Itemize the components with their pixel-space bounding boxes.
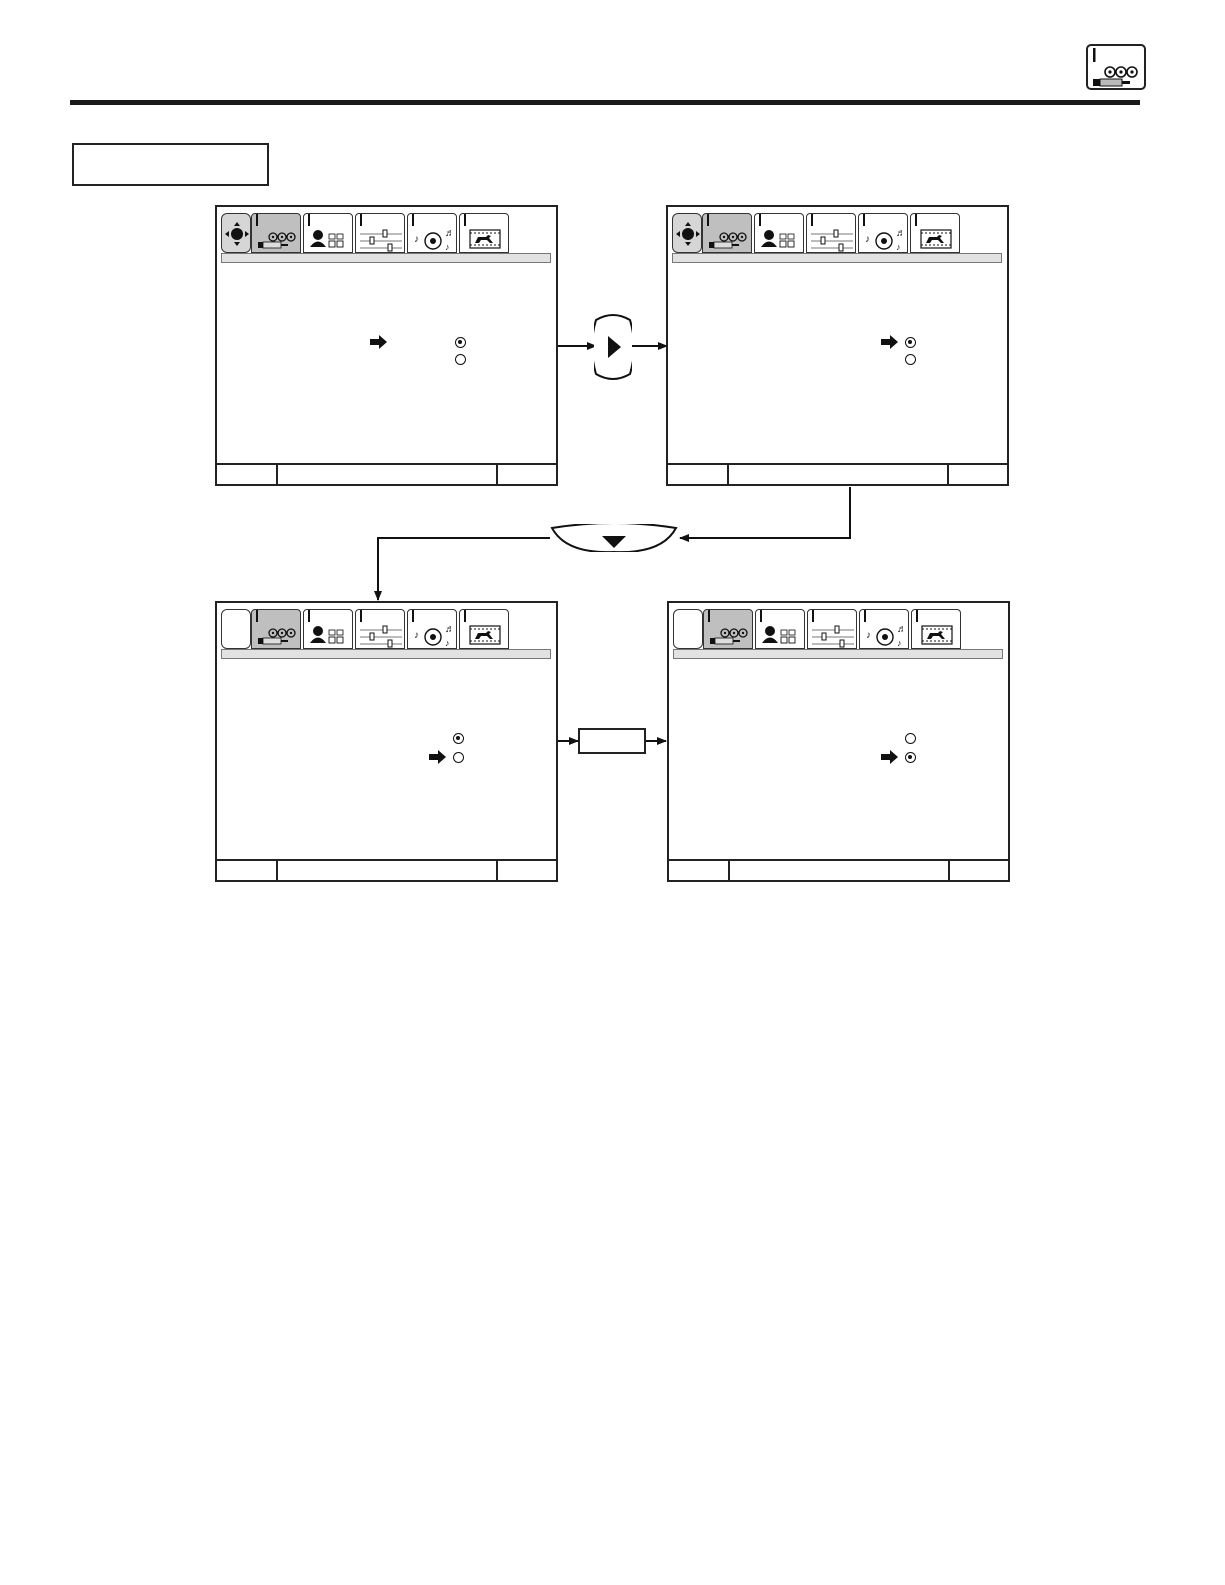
input-icon[interactable] bbox=[251, 609, 301, 649]
music-icon[interactable] bbox=[407, 213, 457, 253]
svg-text:♪: ♪ bbox=[445, 638, 450, 648]
svg-text:♪: ♪ bbox=[414, 234, 419, 245]
svg-text:♪: ♪ bbox=[897, 638, 902, 648]
sliders-icon[interactable] bbox=[355, 213, 405, 253]
svg-text:♬: ♬ bbox=[897, 624, 907, 635]
menu-screen-step1 bbox=[215, 205, 558, 486]
film-icon[interactable] bbox=[910, 213, 960, 253]
sliders-icon[interactable] bbox=[806, 213, 856, 253]
menu-screen-step4 bbox=[667, 601, 1010, 882]
menu-title-bar bbox=[221, 649, 551, 659]
svg-text:♪: ♪ bbox=[445, 242, 450, 252]
status-footer bbox=[668, 463, 1007, 484]
radio-option-1[interactable] bbox=[453, 733, 464, 744]
down-triangle-icon bbox=[550, 524, 678, 552]
status-footer bbox=[217, 859, 556, 880]
radio-option-2[interactable] bbox=[905, 354, 916, 365]
menu-screen-step2 bbox=[666, 205, 1009, 486]
person-icon[interactable] bbox=[303, 213, 353, 253]
svg-text:♪: ♪ bbox=[865, 234, 870, 245]
svg-text:♬: ♬ bbox=[445, 624, 455, 635]
pointer-arrow-icon bbox=[429, 750, 447, 764]
radio-option-2[interactable] bbox=[453, 752, 464, 763]
status-footer bbox=[217, 463, 556, 484]
svg-text:♬: ♬ bbox=[896, 228, 906, 239]
person-icon[interactable] bbox=[754, 213, 804, 253]
music-icon[interactable] bbox=[407, 609, 457, 649]
music-icon[interactable] bbox=[859, 609, 909, 649]
input-icon[interactable] bbox=[251, 213, 301, 253]
radio-option-2[interactable] bbox=[905, 752, 916, 763]
film-icon[interactable] bbox=[459, 213, 509, 253]
film-icon[interactable] bbox=[911, 609, 961, 649]
film-icon[interactable] bbox=[459, 609, 509, 649]
nav-tab-blank[interactable] bbox=[221, 609, 251, 649]
radio-option-2[interactable] bbox=[455, 354, 466, 365]
menu-title-bar bbox=[672, 253, 1002, 263]
sliders-icon[interactable] bbox=[807, 609, 857, 649]
radio-option-1[interactable] bbox=[905, 733, 916, 744]
pointer-arrow-icon bbox=[881, 750, 899, 764]
nav-tab-blank[interactable] bbox=[673, 609, 703, 649]
radio-option-1[interactable] bbox=[455, 337, 466, 348]
input-icon[interactable] bbox=[702, 213, 752, 253]
input-icon[interactable] bbox=[703, 609, 753, 649]
select-key-box bbox=[578, 728, 646, 754]
menu-title-bar bbox=[221, 253, 551, 263]
person-icon[interactable] bbox=[303, 609, 353, 649]
menu-screen-step3 bbox=[215, 601, 558, 882]
dpad-icon[interactable] bbox=[672, 213, 702, 253]
svg-text:♪: ♪ bbox=[866, 630, 871, 641]
menu-title-bar bbox=[673, 649, 1003, 659]
right-key-button bbox=[594, 312, 632, 382]
radio-option-1[interactable] bbox=[905, 337, 916, 348]
status-footer bbox=[669, 859, 1008, 880]
person-icon[interactable] bbox=[755, 609, 805, 649]
svg-text:♪: ♪ bbox=[896, 242, 901, 252]
down-key-button bbox=[550, 524, 678, 552]
dpad-icon[interactable] bbox=[221, 213, 251, 253]
sliders-icon[interactable] bbox=[355, 609, 405, 649]
music-icon[interactable] bbox=[858, 213, 908, 253]
svg-text:♪: ♪ bbox=[414, 630, 419, 641]
pointer-arrow-icon bbox=[370, 335, 388, 349]
play-right-icon bbox=[594, 312, 632, 382]
svg-text:♬: ♬ bbox=[445, 228, 455, 239]
pointer-arrow-icon bbox=[881, 335, 899, 349]
